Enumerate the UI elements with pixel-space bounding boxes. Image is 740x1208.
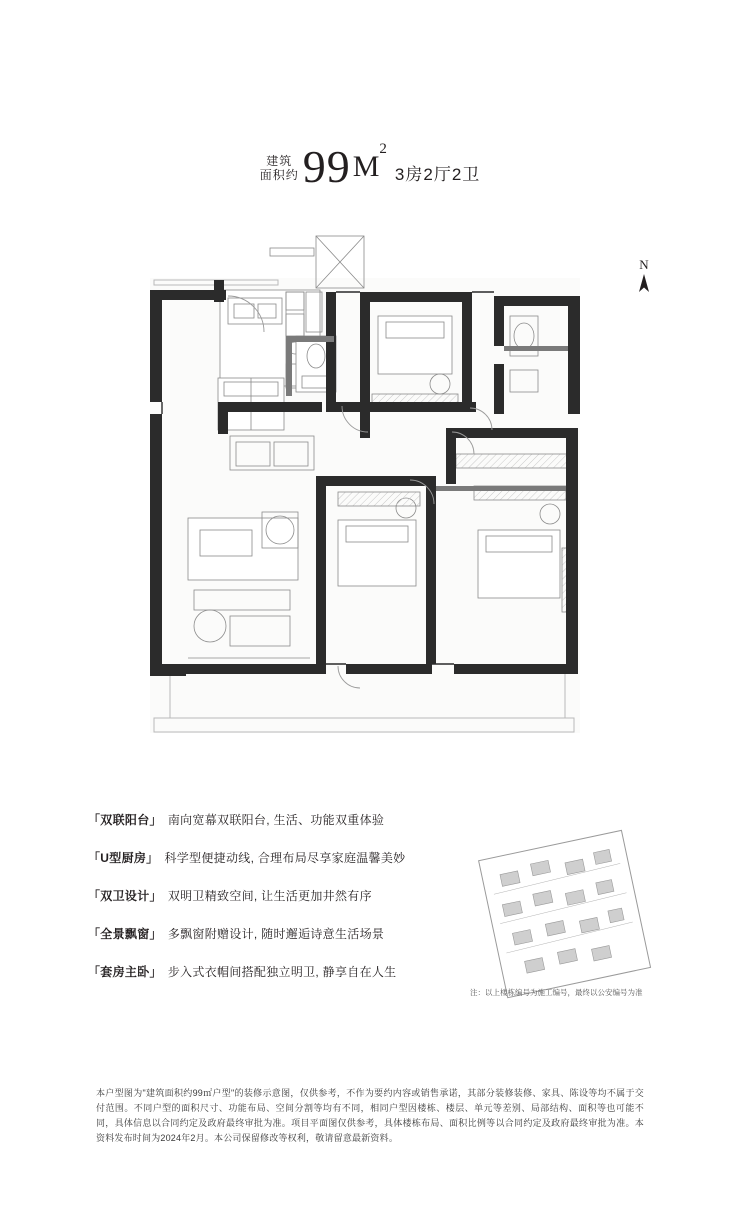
feature-title: 「双卫设计」 <box>88 889 162 903</box>
page-title <box>0 138 740 190</box>
feature-title: 「套房主卧」 <box>88 965 162 979</box>
area-unit <box>353 138 387 190</box>
feature-item <box>88 850 468 866</box>
feature-item <box>88 812 468 828</box>
feature-desc: 步入式衣帽间搭配独立明卫, 静享自在人生 <box>167 965 397 979</box>
feature-item <box>88 888 468 904</box>
feature-item <box>88 926 468 942</box>
area-value: 99 <box>302 141 351 192</box>
area-prefix <box>260 154 299 182</box>
feature-desc: 双明卫精致空间, 让生活更加井然有序 <box>167 889 372 903</box>
feature-desc: 多飘窗附赠设计, 随时邂逅诗意生活场景 <box>167 927 385 941</box>
area-unit-exponent: 2 <box>379 141 387 157</box>
feature-desc: 南向宽幕双联阳台, 生活、功能双重体验 <box>167 813 385 827</box>
compass <box>632 258 656 301</box>
feature-item <box>88 964 468 980</box>
feature-title: 「U型厨房」 <box>88 851 159 865</box>
floor-plan <box>110 218 630 748</box>
disclaimer-text: 本户型图为"建筑面积约99㎡户型"的装修示意图，仅供参考，不作为要约内容或销售承诺，其部分装修装修、家具、陈设等均不属于交付范围。不同户型的面积尺寸、功能布局、空间分割等均有不同，相同户型因楼栋、楼层、单元等差别、局部结构、面积等也可能不同，具体信息以合同约定及政府最终审批为准。项目平面图仅供参考，具体楼栋布局、面积比例等以合同约定及政府最终审批为准。本资料发布时间为2024年2月。本公司保留修改等权利，敬请留意最新资料。 <box>96 1088 644 1143</box>
site-map-note: 注：以上楼栋编号为施工编号，最终以公安编号为准 <box>470 988 643 997</box>
feature-list <box>88 812 468 1002</box>
compass-north-icon <box>632 274 656 296</box>
feature-title: 「双联阳台」 <box>88 813 162 827</box>
area-prefix-line1: 建筑 <box>266 154 293 168</box>
feature-desc: 科学型便捷动线, 合理布局尽享家庭温馨美妙 <box>164 851 406 865</box>
site-map <box>470 826 660 1006</box>
compass-north-label: N <box>639 257 649 272</box>
layout-label: 3房2厅2卫 <box>394 165 481 184</box>
feature-title: 「全景飘窗」 <box>88 927 162 941</box>
area-prefix-line2: 面积约 <box>259 168 299 182</box>
area-unit-letter: M <box>352 150 380 183</box>
